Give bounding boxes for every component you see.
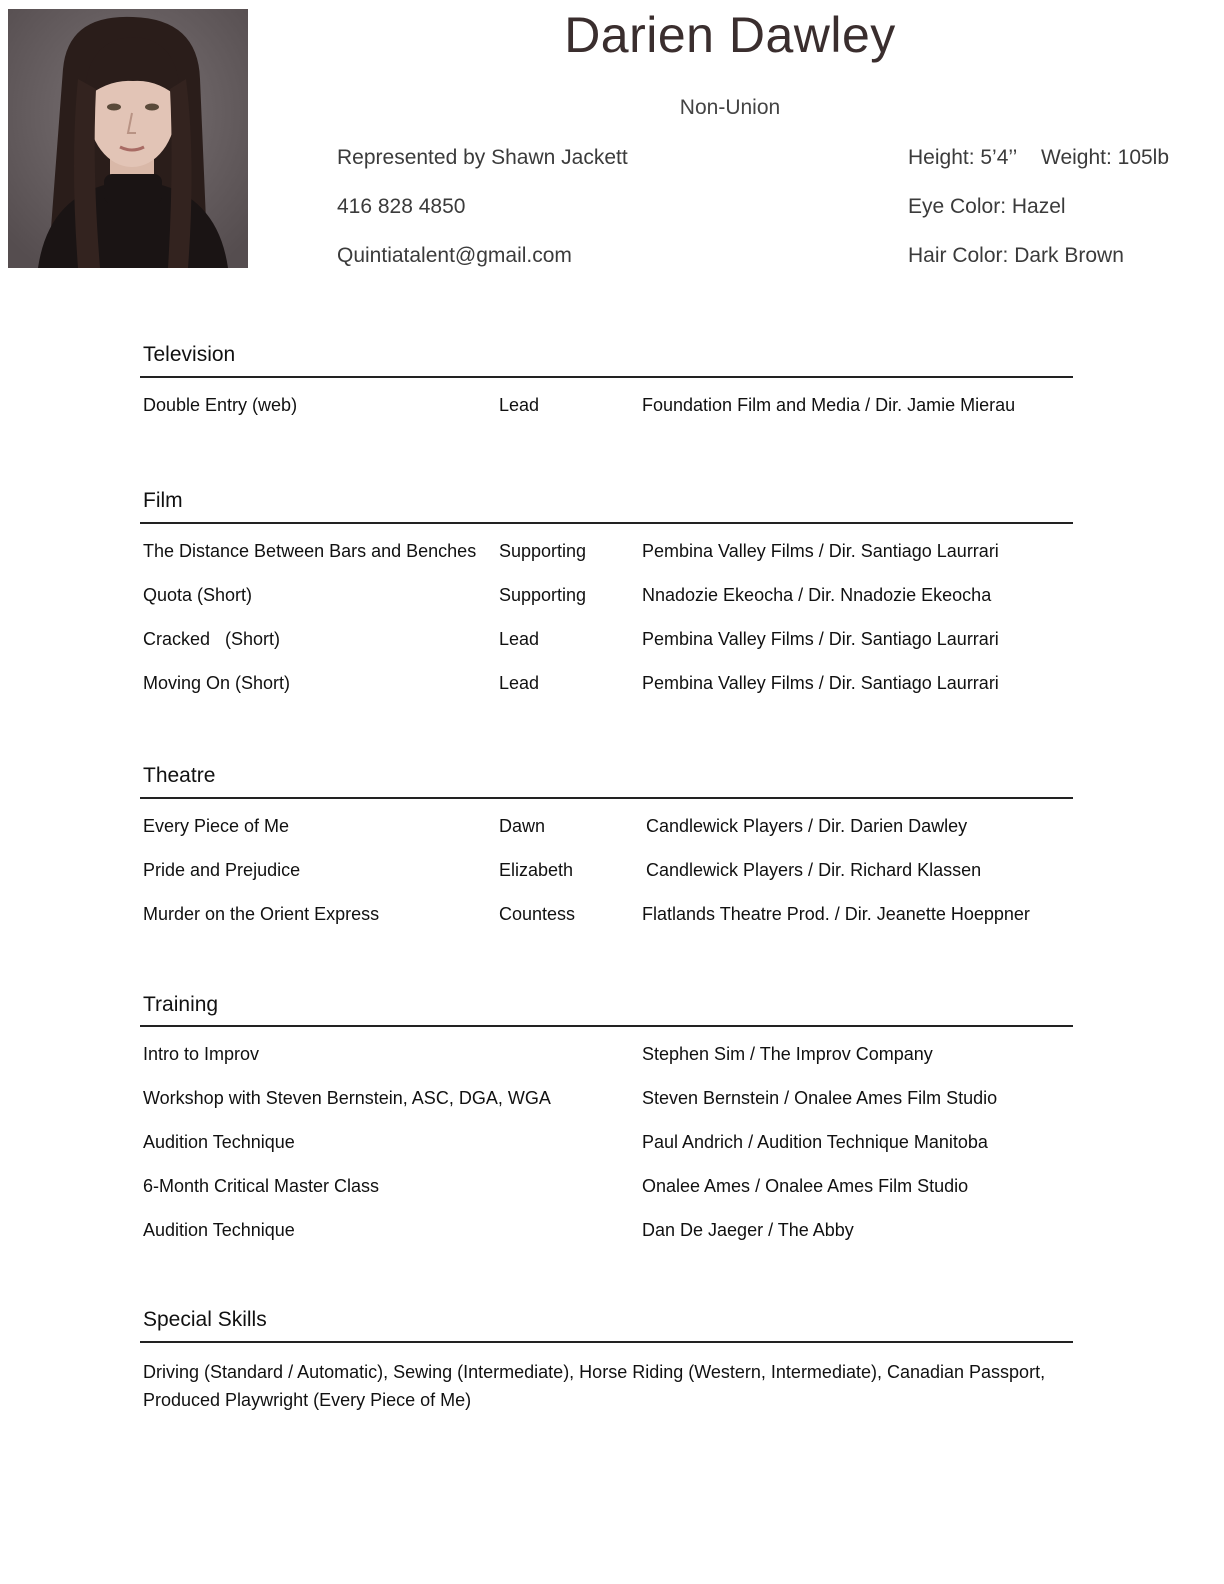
height-stat: Height: 5’4’’	[908, 146, 1018, 169]
section-divider	[140, 1341, 1073, 1343]
training-course: 6-Month Critical Master Class	[143, 1176, 380, 1196]
section-divider	[140, 1025, 1073, 1027]
credit-project: Moving On (Short)	[143, 673, 291, 693]
credit-project: Double Entry (web)	[143, 395, 298, 415]
training-instructor: Onalee Ames / Onalee Ames Film Studio	[642, 1176, 969, 1196]
training-course: Audition Technique	[143, 1132, 295, 1152]
actor-name: Darien Dawley	[564, 7, 896, 63]
section-title-television: Television	[143, 343, 236, 366]
section-title-film: Film	[143, 489, 183, 512]
credit-role: Lead	[499, 673, 540, 693]
credit-project: Murder on the Orient Express	[143, 904, 380, 924]
credit-role: Countess	[499, 904, 576, 924]
credit-company: Flatlands Theatre Prod. / Dir. Jeanette Hoeppner	[642, 904, 1030, 924]
credit-row	[0, 395, 1224, 421]
training-row	[0, 1088, 1224, 1114]
training-row	[0, 1132, 1224, 1158]
credit-row	[0, 585, 1224, 611]
credit-row	[0, 816, 1224, 842]
credit-project: Pride and Prejudice	[143, 860, 301, 880]
credit-project: Quota (Short)	[143, 585, 253, 605]
credit-row	[0, 629, 1224, 655]
section-title-training: Training	[143, 993, 219, 1016]
credit-role: Lead	[499, 629, 540, 649]
credit-row	[0, 541, 1224, 567]
credit-company: Pembina Valley Films / Dir. Santiago Laurrari	[642, 629, 999, 649]
credit-company: Pembina Valley Films / Dir. Santiago Laurrari	[642, 673, 999, 693]
credit-row	[0, 673, 1224, 699]
credit-role: Supporting	[499, 585, 587, 605]
training-instructor: Stephen Sim / The Improv Company	[642, 1044, 933, 1064]
email-address: Quintiatalent@gmail.com	[337, 244, 572, 267]
phone-number: 416 828 4850	[337, 195, 466, 218]
section-title-special-skills: Special Skills	[143, 1308, 267, 1331]
credit-row	[0, 904, 1224, 930]
special-skills-text: Driving (Standard / Automatic), Sewing (Intermediate), Horse Riding (Western, Intermediate), Canadian Passport, Produced Playwright (Every Piece of Me)	[143, 1362, 1046, 1410]
credit-company: Candlewick Players / Dir. Darien Dawley	[646, 816, 968, 836]
credit-role: Dawn	[499, 816, 546, 836]
union-status: Non-Union	[679, 96, 781, 119]
section-title-theatre: Theatre	[143, 764, 216, 787]
credit-company: Nnadozie Ekeocha / Dir. Nnadozie Ekeocha	[642, 585, 992, 605]
training-instructor: Steven Bernstein / Onalee Ames Film Studio	[642, 1088, 998, 1108]
representation: Represented by Shawn Jackett	[337, 146, 628, 169]
training-row	[0, 1220, 1224, 1246]
training-instructor: Paul Andrich / Audition Technique Manitoba	[642, 1132, 988, 1152]
credit-company: Pembina Valley Films / Dir. Santiago Laurrari	[642, 541, 999, 561]
weight-stat: Weight: 105lb	[1041, 146, 1170, 169]
section-divider	[140, 797, 1073, 799]
training-row	[0, 1044, 1224, 1070]
training-row	[0, 1176, 1224, 1202]
credit-row	[0, 860, 1224, 886]
credit-project: Cracked (Short)	[143, 629, 281, 649]
credit-company: Candlewick Players / Dir. Richard Klassen	[646, 860, 982, 880]
section-divider	[140, 376, 1073, 378]
credit-project: The Distance Between Bars and Benches	[143, 541, 477, 561]
training-course: Audition Technique	[143, 1220, 295, 1240]
hair-color-stat: Hair Color: Dark Brown	[908, 244, 1124, 267]
section-divider	[140, 522, 1073, 524]
headshot-photo	[8, 9, 248, 268]
credit-role: Supporting	[499, 541, 587, 561]
credit-role: Lead	[499, 395, 540, 415]
eye-color-stat: Eye Color: Hazel	[908, 195, 1066, 218]
credit-role: Elizabeth	[499, 860, 574, 880]
training-instructor: Dan De Jaeger / The Abby	[642, 1220, 854, 1240]
training-course: Workshop with Steven Bernstein, ASC, DGA, WGA	[143, 1088, 551, 1108]
credit-company: Foundation Film and Media / Dir. Jamie Mierau	[642, 395, 1016, 415]
training-course: Intro to Improv	[143, 1044, 260, 1064]
credit-project: Every Piece of Me	[143, 816, 290, 836]
